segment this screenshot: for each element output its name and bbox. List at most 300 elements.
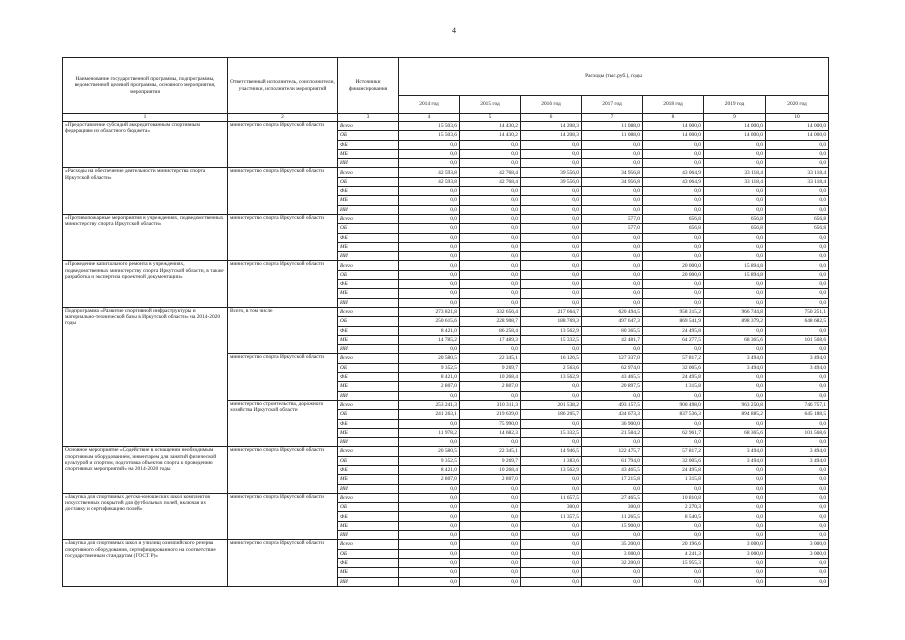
expense-value: 75 990,0 [460,419,521,428]
expense-value: 0,0 [766,391,829,400]
expense-value: 0,0 [704,196,766,205]
expense-value: 14 430,2 [460,131,521,140]
expense-value: 0,0 [766,382,829,391]
expense-value: 43 465,5 [582,465,643,474]
table-row [63,540,829,549]
table-row [63,168,829,177]
expense-value: 0,0 [399,270,460,279]
expense-value: 101 568,6 [766,428,829,437]
expense-value: 0,0 [766,196,829,205]
expense-value: 0,0 [766,149,829,158]
expense-value: 0,0 [460,140,521,149]
expense-value: 0,0 [582,242,643,251]
expense-value: 656,8 [704,224,766,233]
expense-value: 0,0 [460,503,521,512]
expense-value: 0,0 [643,568,704,577]
expense-value: 0,0 [521,345,582,354]
expense-value: 14 000,0 [704,131,766,140]
expense-value: 0,0 [521,438,582,447]
expense-value: 0,0 [582,289,643,298]
expense-value: 11 088,0 [582,131,643,140]
expense-value: 17 215,8 [582,475,643,484]
expense-value: 0,0 [460,493,521,502]
expense-value: 0,0 [460,214,521,223]
expense-value: 2 270,3 [643,503,704,512]
expense-value: 0,0 [521,475,582,484]
expense-value: 15 503,6 [399,131,460,140]
expense-value: 497 647,3 [582,317,643,326]
expense-value: 0,0 [766,345,829,354]
header-year: 2015 год [460,96,521,114]
expense-value: 0,0 [521,289,582,298]
executor-name: министерство спорта Иркутской области [228,214,338,260]
expense-value: 80 365,5 [582,326,643,335]
expense-value: 0,0 [460,224,521,233]
expense-value: 33 118,4 [766,168,829,177]
expense-value: 963 250,8 [704,400,766,409]
expense-value: 20 000,0 [643,270,704,279]
expense-value: 62 974,0 [582,363,643,372]
expense-value: 0,0 [399,214,460,223]
expense-value: 0,0 [704,242,766,251]
expense-value: 253 241,3 [399,400,460,409]
funding-source: ИИ [338,577,399,586]
expense-value: 42 481,7 [582,335,643,344]
expense-value: 0,0 [766,512,829,521]
expense-value: 0,0 [399,419,460,428]
program-name: «Закупка для спортивных детско-юношеских школ комплектов искусственных покрытий для футбольных полей, включая их доставку и сертификацию полей» [63,493,228,539]
expense-value: 493 157,5 [582,400,643,409]
expense-value: 0,0 [399,298,460,307]
funding-source: МБ [338,568,399,577]
funding-source: Всего [338,447,399,456]
expense-value: 0,0 [643,484,704,493]
expense-value: 0,0 [766,326,829,335]
expense-value: 3 000,0 [704,549,766,558]
expense-value: 20 580,5 [399,447,460,456]
expense-value: 14 000,0 [643,122,704,131]
expense-value: 0,0 [704,149,766,158]
expense-value: 577,0 [582,214,643,223]
expense-value: 0,0 [460,187,521,196]
expense-value: 11 978,2 [399,428,460,437]
expense-value: 2 807,0 [460,475,521,484]
expense-value: 0,0 [521,549,582,558]
expense-value: 0,0 [704,568,766,577]
expense-value: 0,0 [521,205,582,214]
expense-value: 0,0 [643,252,704,261]
expense-value: 32 005,6 [643,456,704,465]
funding-source: ОБ [338,270,399,279]
expense-value: 645 188,5 [766,410,829,419]
column-number: 8 [643,114,704,122]
expense-value: 33 118,4 [766,177,829,186]
expense-value: 11 088,0 [582,122,643,131]
expense-value: 0,0 [704,391,766,400]
expense-value: 0,0 [643,140,704,149]
expense-value: 57 817,2 [643,354,704,363]
funding-source: ОБ [338,503,399,512]
expense-value: 0,0 [643,438,704,447]
expense-value: 0,0 [521,531,582,540]
funding-source: ФБ [338,512,399,521]
funding-source: МБ [338,289,399,298]
expense-value: 0,0 [582,159,643,168]
funding-source: МБ [338,475,399,484]
expense-value: 0,0 [460,289,521,298]
expense-value: 0,0 [704,298,766,307]
column-number: 7 [582,114,643,122]
column-number: 10 [766,114,829,122]
expense-value: 22 345,1 [460,354,521,363]
expense-value: 0,0 [582,149,643,158]
funding-source: МБ [338,335,399,344]
expense-value: 0,0 [582,196,643,205]
expense-value: 620 494,5 [582,307,643,316]
expense-value: 1 315,8 [643,382,704,391]
column-number: 9 [704,114,766,122]
expense-value: 958 315,2 [643,307,704,316]
expense-value: 0,0 [704,465,766,474]
expense-value: 0,0 [399,521,460,530]
expense-value: 310 311,3 [460,400,521,409]
expense-value: 0,0 [399,558,460,567]
expense-value: 0,0 [766,289,829,298]
expense-value: 33 118,4 [704,168,766,177]
expense-value: 0,0 [460,577,521,586]
expense-value: 0,0 [766,242,829,251]
funding-source: ОБ [338,549,399,558]
program-name: «Предоставление субсидий аккредитованным спортивным федерациям из областного бюджета» [63,122,228,168]
executor-name: министерство спорта Иркутской области [228,447,338,493]
executor-name: Всего, в том числе [228,307,338,353]
expense-value: 0,0 [582,205,643,214]
expense-value: 9 352,5 [399,363,460,372]
expense-value: 0,0 [704,419,766,428]
expense-value: 0,0 [460,568,521,577]
expense-value: 9 269,7 [460,363,521,372]
column-number: 5 [460,114,521,122]
expense-value: 11 657,5 [521,493,582,502]
expense-value: 0,0 [521,419,582,428]
expense-value: 11 357,5 [521,512,582,521]
expense-value: 0,0 [582,140,643,149]
expense-value: 33 118,4 [704,177,766,186]
funding-source: ФБ [338,326,399,335]
expense-value: 0,0 [643,391,704,400]
expense-value: 0,0 [704,233,766,242]
expense-value: 228 908,7 [460,317,521,326]
expense-value: 0,0 [399,159,460,168]
expense-value: 0,0 [643,205,704,214]
expense-value: 0,0 [704,382,766,391]
funding-source: Всего [338,540,399,549]
expense-value: 0,0 [643,187,704,196]
expense-value: 0,0 [582,233,643,242]
expense-value: 0,0 [399,503,460,512]
expense-value: 0,0 [521,187,582,196]
expense-value: 0,0 [704,531,766,540]
expense-value: 32 005,6 [643,363,704,372]
expense-value: 0,0 [399,568,460,577]
expense-value: 0,0 [582,438,643,447]
expense-value: 0,0 [460,242,521,251]
header-executor: Ответственный исполнитель, соисполнители, участники, исполнители мероприятий [228,58,338,114]
table-row [63,214,829,223]
expense-value: 0,0 [643,345,704,354]
expense-value: 68 365,6 [704,335,766,344]
expense-value: 2 563,6 [521,363,582,372]
expense-value: 0,0 [521,558,582,567]
executor-name: министерство спорта Иркутской области [228,122,338,168]
expense-value: 0,0 [521,568,582,577]
expense-value: 62 961,7 [643,428,704,437]
expense-value: 39 556,0 [521,168,582,177]
expense-value: 0,0 [643,521,704,530]
expense-value: 42 593,8 [399,168,460,177]
funding-source: МБ [338,196,399,205]
expense-value: 0,0 [399,224,460,233]
expense-value: 0,0 [766,280,829,289]
funding-source: ОБ [338,224,399,233]
expense-value: 0,0 [704,326,766,335]
expense-value: 250 615,6 [399,317,460,326]
expense-value: 14 000,0 [643,131,704,140]
expense-value: 32 200,0 [582,558,643,567]
expense-value: 0,0 [766,205,829,214]
expense-value: 434 673,3 [582,410,643,419]
expense-value: 0,0 [766,140,829,149]
funding-source: ОБ [338,410,399,419]
funding-source: ОБ [338,456,399,465]
header-year: 2018 год [643,96,704,114]
expense-value: 0,0 [766,475,829,484]
expense-value: 966 744,8 [704,307,766,316]
funding-source: ФБ [338,465,399,474]
expense-value: 14 208,3 [521,122,582,131]
expense-value: 0,0 [582,577,643,586]
expense-value: 0,0 [704,512,766,521]
expense-value: 21 584,2 [582,428,643,437]
expense-value: 10 268,4 [460,373,521,382]
expense-value: 86 258,4 [460,326,521,335]
executor-name: министерство спорта Иркутской области [228,168,338,214]
expense-value: 656,8 [766,214,829,223]
expense-value: 1 383,6 [521,456,582,465]
expense-value: 0,0 [766,261,829,270]
expense-value: 201 538,2 [521,400,582,409]
header-year: 2016 год [521,96,582,114]
expense-value: 2 807,0 [460,382,521,391]
expense-value: 3 000,0 [582,549,643,558]
expense-value: 0,0 [766,438,829,447]
expense-value: 15 894,8 [704,270,766,279]
expense-value: 0,0 [766,187,829,196]
expense-value: 0,0 [582,391,643,400]
expense-value: 0,0 [460,298,521,307]
funding-source: Всего [338,122,399,131]
expense-value: 186 205,7 [521,410,582,419]
expense-value: 0,0 [399,484,460,493]
expense-value: 0,0 [766,465,829,474]
executor-name: министерство строительства, дорожного хозяйства Иркутской области [228,400,338,446]
funding-source: ИИ [338,252,399,261]
expense-value: 2 807,0 [399,475,460,484]
expense-value: 0,0 [460,521,521,530]
funding-source: ИИ [338,345,399,354]
expense-value: 656,8 [643,224,704,233]
expense-value: 0,0 [704,205,766,214]
expense-value: 36 900,0 [582,419,643,428]
page-number: 4 [452,26,456,35]
expense-value: 0,0 [521,196,582,205]
expense-value: 0,0 [704,140,766,149]
expense-value: 3 000,0 [766,540,829,549]
expense-value: 0,0 [399,196,460,205]
expense-value: 0,0 [399,531,460,540]
expense-value: 0,0 [460,558,521,567]
expense-value: 14 000,0 [766,122,829,131]
expense-value: 20 196,6 [643,540,704,549]
table-row [63,122,829,131]
funding-source: МБ [338,242,399,251]
expense-value: 22 345,1 [460,447,521,456]
header-program: Наименование государственной программы, подпрограммы, ведомственной целевой программы, основного мероприятия, мероприятия [63,58,228,114]
funding-source: ФБ [338,558,399,567]
funding-source: Всего [338,307,399,316]
table-row [63,307,829,316]
expense-value: 14 946,5 [521,447,582,456]
expense-value: 0,0 [582,298,643,307]
header-expenses: Расходы (тыс.руб.), годы [399,58,829,96]
expense-value: 0,0 [766,558,829,567]
expense-value: 0,0 [643,280,704,289]
expense-value: 0,0 [766,233,829,242]
expense-value: 16 126,5 [521,354,582,363]
expense-value: 0,0 [766,419,829,428]
expense-value: 3 000,0 [766,549,829,558]
expense-value: 8 421,0 [399,465,460,474]
expense-value: 64 277,5 [643,335,704,344]
expense-value: 0,0 [704,438,766,447]
expense-value: 20 897,5 [582,382,643,391]
program-name: Подпрограмма «Развитие спортивной инфраструктуры и материально-технической базы в Иркутской области» на 2014-2020 годы [63,307,228,446]
expense-value: 20 580,5 [399,354,460,363]
expense-value: 0,0 [460,270,521,279]
funding-source: ИИ [338,438,399,447]
funding-source: ФБ [338,140,399,149]
expense-value: 2 807,0 [399,382,460,391]
expense-value: 241 263,1 [399,410,460,419]
expense-value: 0,0 [766,159,829,168]
expense-value: 0,0 [704,252,766,261]
funding-source: Всего [338,168,399,177]
expense-value: 0,0 [521,577,582,586]
expense-value: 13 562,9 [521,326,582,335]
expense-value: 0,0 [704,558,766,567]
expense-value: 0,0 [643,233,704,242]
expense-value: 24 495,8 [643,326,704,335]
expense-value: 0,0 [766,252,829,261]
expense-value: 0,0 [766,577,829,586]
expense-value: 3 494,0 [766,447,829,456]
expense-value: 273 821,8 [399,307,460,316]
expense-value: 0,0 [521,252,582,261]
executor-name: министерство спорта Иркутской области [228,261,338,307]
expense-value: 0,0 [704,503,766,512]
expense-value: 0,0 [643,242,704,251]
expense-value: 13 562,9 [521,373,582,382]
expense-value: 24 495,8 [643,465,704,474]
expense-value: 17 489,3 [460,335,521,344]
expense-value: 11 265,5 [582,512,643,521]
expense-value: 0,0 [521,280,582,289]
funding-source: Всего [338,354,399,363]
program-name: «Расходы на обеспечение деятельности министерства спорта Иркутской области» [63,168,228,214]
expense-value: 900 498,0 [643,400,704,409]
expense-value: 0,0 [704,345,766,354]
expense-value: 0,0 [704,373,766,382]
expense-value: 0,0 [460,196,521,205]
expense-value: 0,0 [460,531,521,540]
funding-source: ФБ [338,373,399,382]
expense-value: 13 562,9 [521,465,582,474]
expense-value: 15 332,5 [521,428,582,437]
funding-source: ФБ [338,233,399,242]
program-name: «Противопожарные мероприятия в учреждениях, подведомственных министерству спорта Иркутской области» [63,214,228,260]
funding-source: МБ [338,521,399,530]
expense-value: 0,0 [399,391,460,400]
expense-value: 3 494,0 [704,456,766,465]
expense-value: 0,0 [643,196,704,205]
funding-source: ОБ [338,363,399,372]
expense-value: 15 503,6 [399,122,460,131]
expense-value: 0,0 [460,549,521,558]
expense-value: 0,0 [643,289,704,298]
expense-value: 0,0 [521,140,582,149]
expense-value: 0,0 [521,214,582,223]
column-number: 1 [63,114,228,122]
expense-value: 0,0 [766,298,829,307]
expense-value: 0,0 [766,531,829,540]
expense-value: 0,0 [643,419,704,428]
expense-value: 0,0 [704,484,766,493]
expense-value: 1 315,8 [643,475,704,484]
expense-value: 0,0 [460,391,521,400]
funding-source: Всего [338,261,399,270]
funding-source: МБ [338,382,399,391]
expense-value: 0,0 [399,512,460,521]
expense-value: 0,0 [460,252,521,261]
expense-value: 0,0 [521,521,582,530]
expense-value: 0,0 [521,242,582,251]
expense-value: 43 465,5 [582,373,643,382]
expense-value: 0,0 [643,577,704,586]
column-number: 4 [399,114,460,122]
expense-value: 332 656,4 [460,307,521,316]
expense-value: 57 817,2 [643,447,704,456]
funding-source: МБ [338,428,399,437]
funding-source: ОБ [338,131,399,140]
expense-value: 14 208,3 [521,131,582,140]
expense-value: 0,0 [766,484,829,493]
expense-value: 0,0 [521,233,582,242]
expense-value: 0,0 [704,280,766,289]
expense-value: 0,0 [399,289,460,298]
table-row [63,493,829,502]
funding-source: Всего [338,400,399,409]
expense-value: 0,0 [460,205,521,214]
